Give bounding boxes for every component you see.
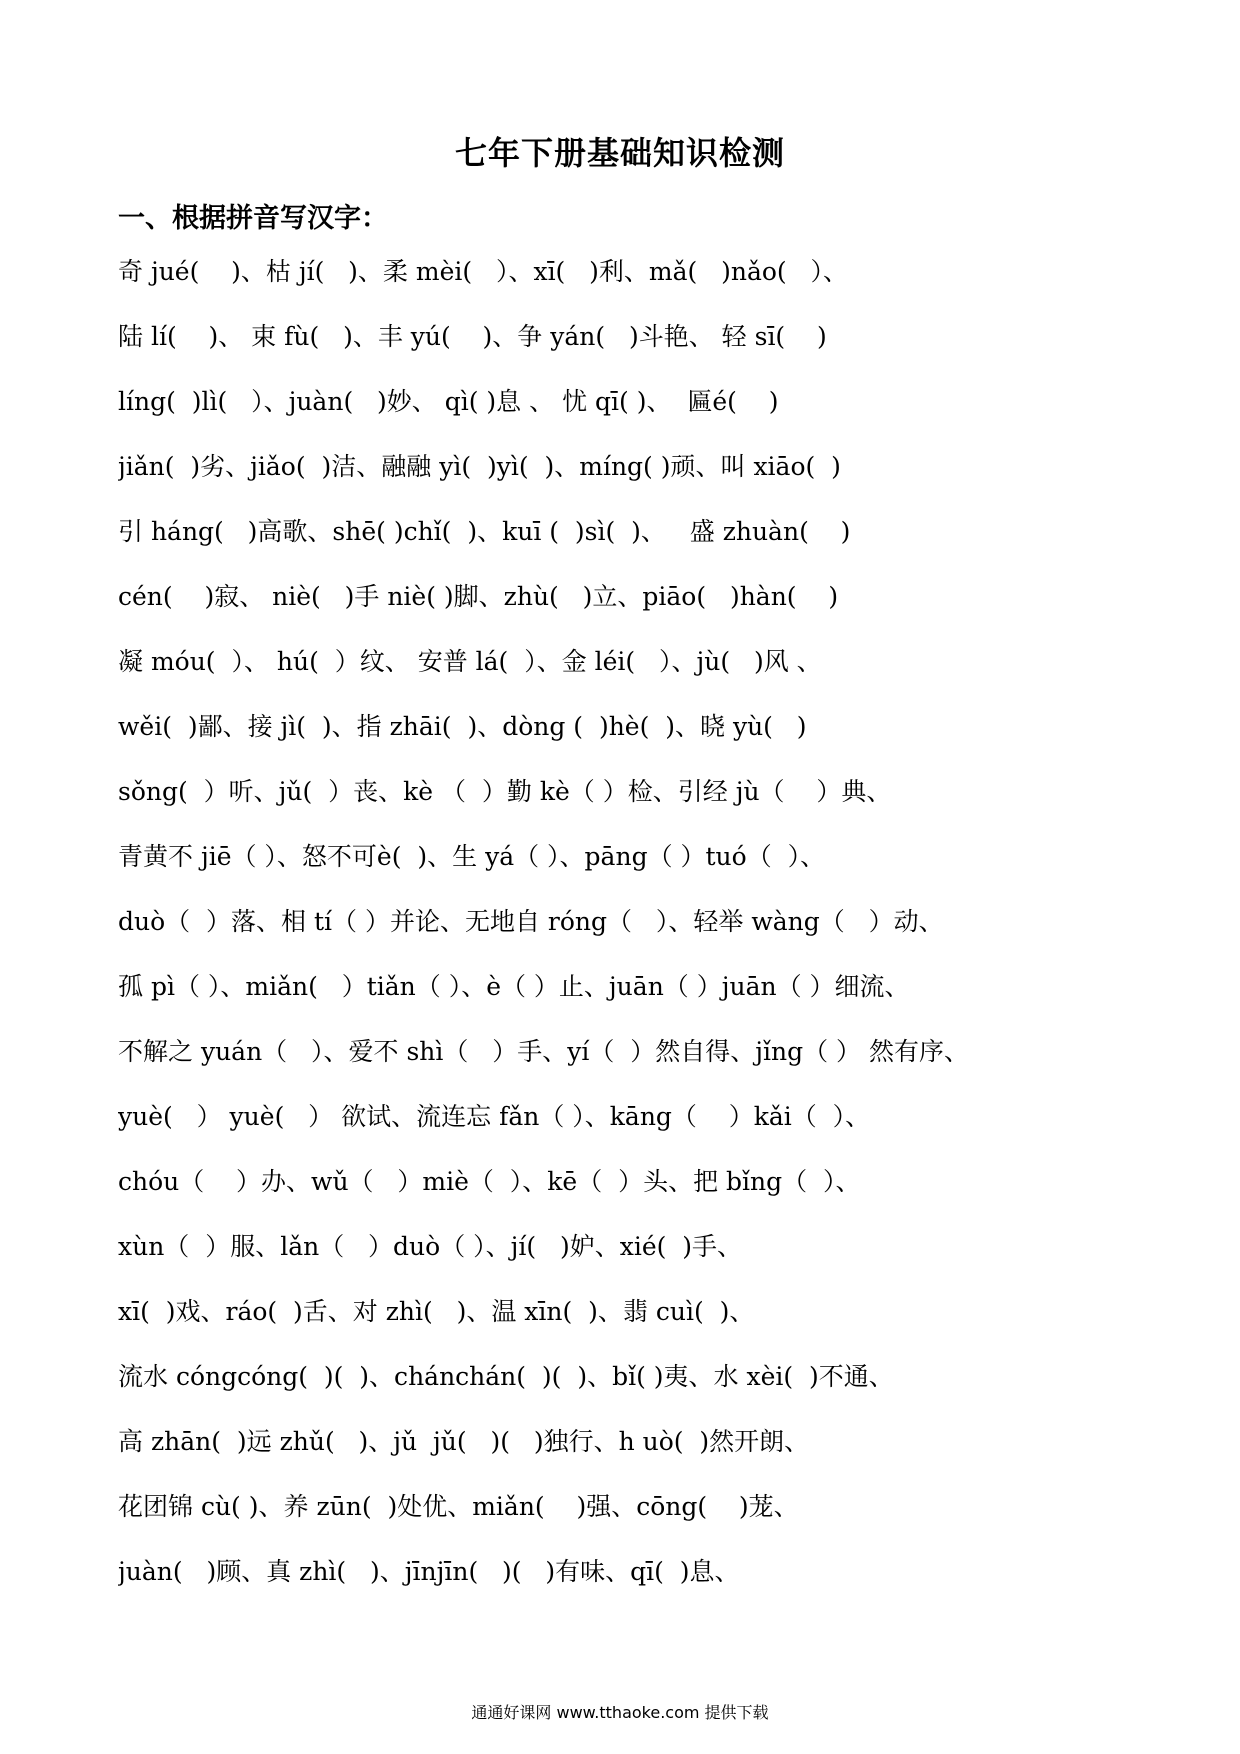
- section-heading: 一、根据拼音写汉字：: [118, 203, 388, 234]
- exercise-line: cén( )寂、 niè( )手 niè( )脚、zhù( )立、piāo( )hàn( ): [118, 582, 839, 611]
- exercise-line: chóu（ ）办、wǔ（ ）miè（ ）、kē（ ）头、把 bǐng（ ）、: [118, 1167, 861, 1196]
- exercise-line: wěi( )鄙、接 jì( )、指 zhāi( )、dòng ( )hè( )、晓 yù( ): [118, 712, 807, 741]
- exercise-line: 奇 jué( )、枯 jí( )、柔 mèi( ）、xī( )利、mǎ( )nǎo( ）、: [118, 257, 849, 286]
- exercise-line: 孤 pì（ ）、miǎn( ）tiǎn（ ）、è（ ）止、juān（ ）juān（ ）细流、: [118, 972, 910, 1001]
- exercise-line: 花团锦 cù( )、养 zūn( )处优、miǎn( )强、cōng( )茏、: [118, 1492, 799, 1521]
- exercise-line: 凝 móu( ）、 hú( ）纹、 安普 lá( ）、金 léi( ）、jù( )风 、: [118, 647, 822, 676]
- exercise-line: 流水 cóngcóng( )( )、chánchán( )( )、bǐ( )夷、水 xèi( )不通、: [118, 1362, 894, 1391]
- exercise-line: 引 háng( )高歌、shē( )chǐ( )、kuī ( )sì( )、 盛 zhuàn( ): [118, 517, 851, 546]
- exercise-line: sǒng( ）听、jǔ( ）丧、kè （ ）勤 kè（ ）检、引经 jù（ ）典、: [118, 777, 892, 806]
- exercise-line: xī( )戏、ráo( )舌、对 zhì( )、温 xīn( )、翡 cuì( )、: [118, 1297, 755, 1326]
- page-title: 七年下册基础知识检测: [454, 134, 785, 172]
- exercise-line: 陆 lí( )、 束 fù( )、丰 yú( )、争 yán( )斗艳、 轻 sī( ): [118, 322, 827, 351]
- exercise-line: 高 zhān( )远 zhǔ( )、jǔ jǔ( )( )独行、h uò( )然开朗、: [118, 1427, 810, 1456]
- exercise-line: jiǎn( )劣、jiǎo( )洁、融融 yì( )yì( )、míng( )顽、叫 xiāo( ): [118, 452, 841, 481]
- exercise-line: duò（ ）落、相 tí（ ）并论、无地自 róng（ ）、轻举 wàng（ ）动、: [118, 907, 944, 936]
- footer-credit: 通通好课网 www.tthaoke.com 提供下载: [471, 1703, 769, 1722]
- exercise-line: yuè( ） yuè( ） 欲试、流连忘 fǎn（ ）、kāng（ ）kǎi（ ）、: [118, 1102, 871, 1131]
- exercise-line: xùn（ ）服、lǎn（ ）duò（ ）、jí( )妒、xié( )手、: [118, 1232, 743, 1261]
- exercise-line: 青黄不 jiē（ ）、怒不可è( )、生 yá（ ）、pāng（ ）tuó（ ）、: [118, 842, 826, 871]
- exercise-lines: [118, 246, 1148, 1611]
- exercise-line: líng( )lì( ）、juàn( )妙、 qì( )息 、 忧 qī( )、 匾é( ): [118, 387, 779, 416]
- exercise-line: juàn( )顾、真 zhì( )、jīnjīn( )( )有味、qī( )息、: [118, 1557, 740, 1586]
- exercise-line: 不解之 yuán（ ）、爱不 shì（ ）手、yí（ ）然自得、jǐng（ ） 然有序、: [118, 1037, 969, 1066]
